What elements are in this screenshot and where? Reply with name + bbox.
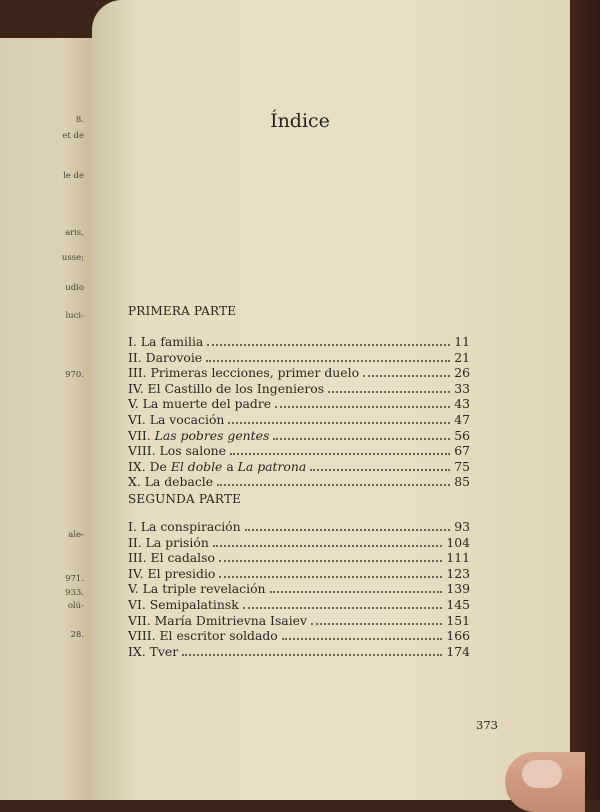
entry-title-text: IX. De xyxy=(128,458,171,474)
entry-title-text: V. La muerte del padre xyxy=(128,396,272,412)
entry-title xyxy=(128,535,209,550)
part-heading: PRIMERA PARTE xyxy=(128,304,237,318)
left-page-text-fragment: 933. xyxy=(65,588,84,598)
leader-dots xyxy=(213,545,443,547)
entry-title-text: VII. xyxy=(128,427,155,443)
left-page-text-fragment: usse; xyxy=(61,253,84,263)
left-page-text-fragment: luci- xyxy=(65,311,84,321)
leader-dots xyxy=(275,406,450,408)
leader-dots xyxy=(311,623,442,625)
leader-dots xyxy=(310,469,450,471)
entry-title xyxy=(128,428,269,443)
toc-entry xyxy=(128,396,470,411)
entry-title xyxy=(128,474,213,489)
entry-page: 93 xyxy=(454,519,470,534)
entry-page: 85 xyxy=(454,474,470,490)
entry-title-text: V. La triple revelación xyxy=(128,581,266,597)
left-page-text-fragment: 970. xyxy=(65,370,84,380)
entry-page: 75 xyxy=(454,458,470,474)
entry-title-text: VI. La vocación xyxy=(128,412,225,427)
toc-entry xyxy=(128,550,470,565)
entry-page: 21 xyxy=(454,349,470,365)
toc-entry xyxy=(128,459,470,474)
entry-title-text: VIII. Los salone xyxy=(128,443,226,459)
left-page-text-fragment: udio xyxy=(65,283,84,293)
entry-title xyxy=(128,566,215,581)
entry-page: 145 xyxy=(446,597,470,612)
toc-entry xyxy=(128,519,470,534)
left-page-text-fragment: aris, xyxy=(65,228,84,238)
left-page-text-fragment: ale- xyxy=(68,530,84,540)
entry-page: 174 xyxy=(446,643,470,659)
entry-title xyxy=(128,365,359,380)
left-page-text-fragment: le de xyxy=(63,171,84,181)
leader-dots xyxy=(363,375,450,377)
entry-title xyxy=(128,443,226,458)
entry-title xyxy=(128,350,202,365)
entry-page: 139 xyxy=(446,581,470,597)
left-page-text-fragment: et de xyxy=(62,131,84,141)
entry-title-text: II. Darovoie xyxy=(128,349,203,365)
leader-dots xyxy=(207,344,450,346)
leader-dots xyxy=(273,438,450,440)
leader-dots xyxy=(245,529,451,531)
entry-title-text: II. La prisión xyxy=(128,534,209,550)
entry-page: 151 xyxy=(446,612,470,628)
entry-title xyxy=(128,550,215,565)
toc-entry xyxy=(128,566,470,581)
entry-title xyxy=(128,396,271,411)
entry-title-text: X. La debacle xyxy=(128,474,214,490)
leader-dots xyxy=(230,453,450,455)
page-title: Índice xyxy=(270,110,330,132)
toc-entry xyxy=(128,597,470,612)
entry-page: 67 xyxy=(454,443,470,459)
toc-entry xyxy=(128,334,470,349)
entry-title-italic: La patrona xyxy=(237,458,307,474)
entry-page: 43 xyxy=(454,396,470,412)
left-page-text-fragment: olú- xyxy=(67,601,84,611)
toc-entry xyxy=(128,350,470,365)
toc-entry xyxy=(128,365,470,380)
leader-dots xyxy=(228,422,450,424)
toc-entry xyxy=(128,428,470,443)
leader-dots xyxy=(206,360,450,362)
entry-title-italic: Las pobres gentes xyxy=(154,427,270,443)
entry-title xyxy=(128,412,224,427)
entry-page: 111 xyxy=(446,550,470,566)
entry-title xyxy=(128,519,241,534)
entry-page: 123 xyxy=(446,565,470,581)
toc-entry xyxy=(128,581,470,596)
entry-title-text: VIII. El escritor soldado xyxy=(128,628,278,644)
entry-title xyxy=(128,644,178,659)
entry-page: 33 xyxy=(454,380,470,396)
leader-dots xyxy=(270,591,443,593)
entry-title xyxy=(128,581,266,596)
left-page-text-fragment: 8. xyxy=(75,115,84,125)
part-heading: SEGUNDA PARTE xyxy=(128,492,242,506)
toc-entry xyxy=(128,474,470,489)
entry-title xyxy=(128,628,278,643)
entry-title-text: I. La familia xyxy=(128,334,204,349)
toc-entry xyxy=(128,381,470,396)
entry-page: 56 xyxy=(454,427,470,443)
left-page-text-fragment: 971. xyxy=(65,574,84,584)
entry-title-text: III. El cadalso xyxy=(128,550,215,566)
thumb xyxy=(505,752,585,812)
entry-title xyxy=(128,459,306,474)
entry-title-text: IV. El Castillo de los Ingenieros xyxy=(128,380,325,396)
leader-dots xyxy=(219,576,442,578)
entry-title xyxy=(128,597,239,612)
leader-dots xyxy=(219,560,442,562)
toc-entry xyxy=(128,412,470,427)
entry-page: 26 xyxy=(454,365,470,381)
entry-title xyxy=(128,613,307,628)
toc-entry xyxy=(128,535,470,550)
entry-title-text: IX. Tver xyxy=(128,643,179,659)
toc-entry xyxy=(128,644,470,659)
leader-dots xyxy=(328,391,450,393)
page-number: 373 xyxy=(476,718,498,732)
entry-title-text: VII. María Dmitrievna Isaiev xyxy=(128,612,307,628)
toc-entry xyxy=(128,443,470,458)
leader-dots xyxy=(282,638,443,640)
entry-title xyxy=(128,381,324,396)
entry-title-text: I. La conspiración xyxy=(128,519,241,534)
entry-page: 47 xyxy=(454,412,470,427)
left-page-text-fragment: 28. xyxy=(70,630,84,640)
entry-title-text: III. Primeras lecciones, primer duelo xyxy=(128,365,360,381)
entry-title-text: a xyxy=(222,458,238,474)
leader-dots xyxy=(182,654,442,656)
thumbnail xyxy=(522,760,562,788)
leader-dots xyxy=(243,607,443,609)
entry-title-text: IV. El presidio xyxy=(128,565,216,581)
toc-entry xyxy=(128,613,470,628)
entry-title-text: VI. Semipalatinsk xyxy=(128,597,239,612)
entry-title xyxy=(128,334,203,349)
entry-page: 11 xyxy=(454,334,470,349)
toc-entry xyxy=(128,628,470,643)
entry-title-italic: El doble xyxy=(170,458,223,474)
entry-page: 104 xyxy=(446,534,470,550)
leader-dots xyxy=(217,484,450,486)
entry-page: 166 xyxy=(446,628,470,644)
